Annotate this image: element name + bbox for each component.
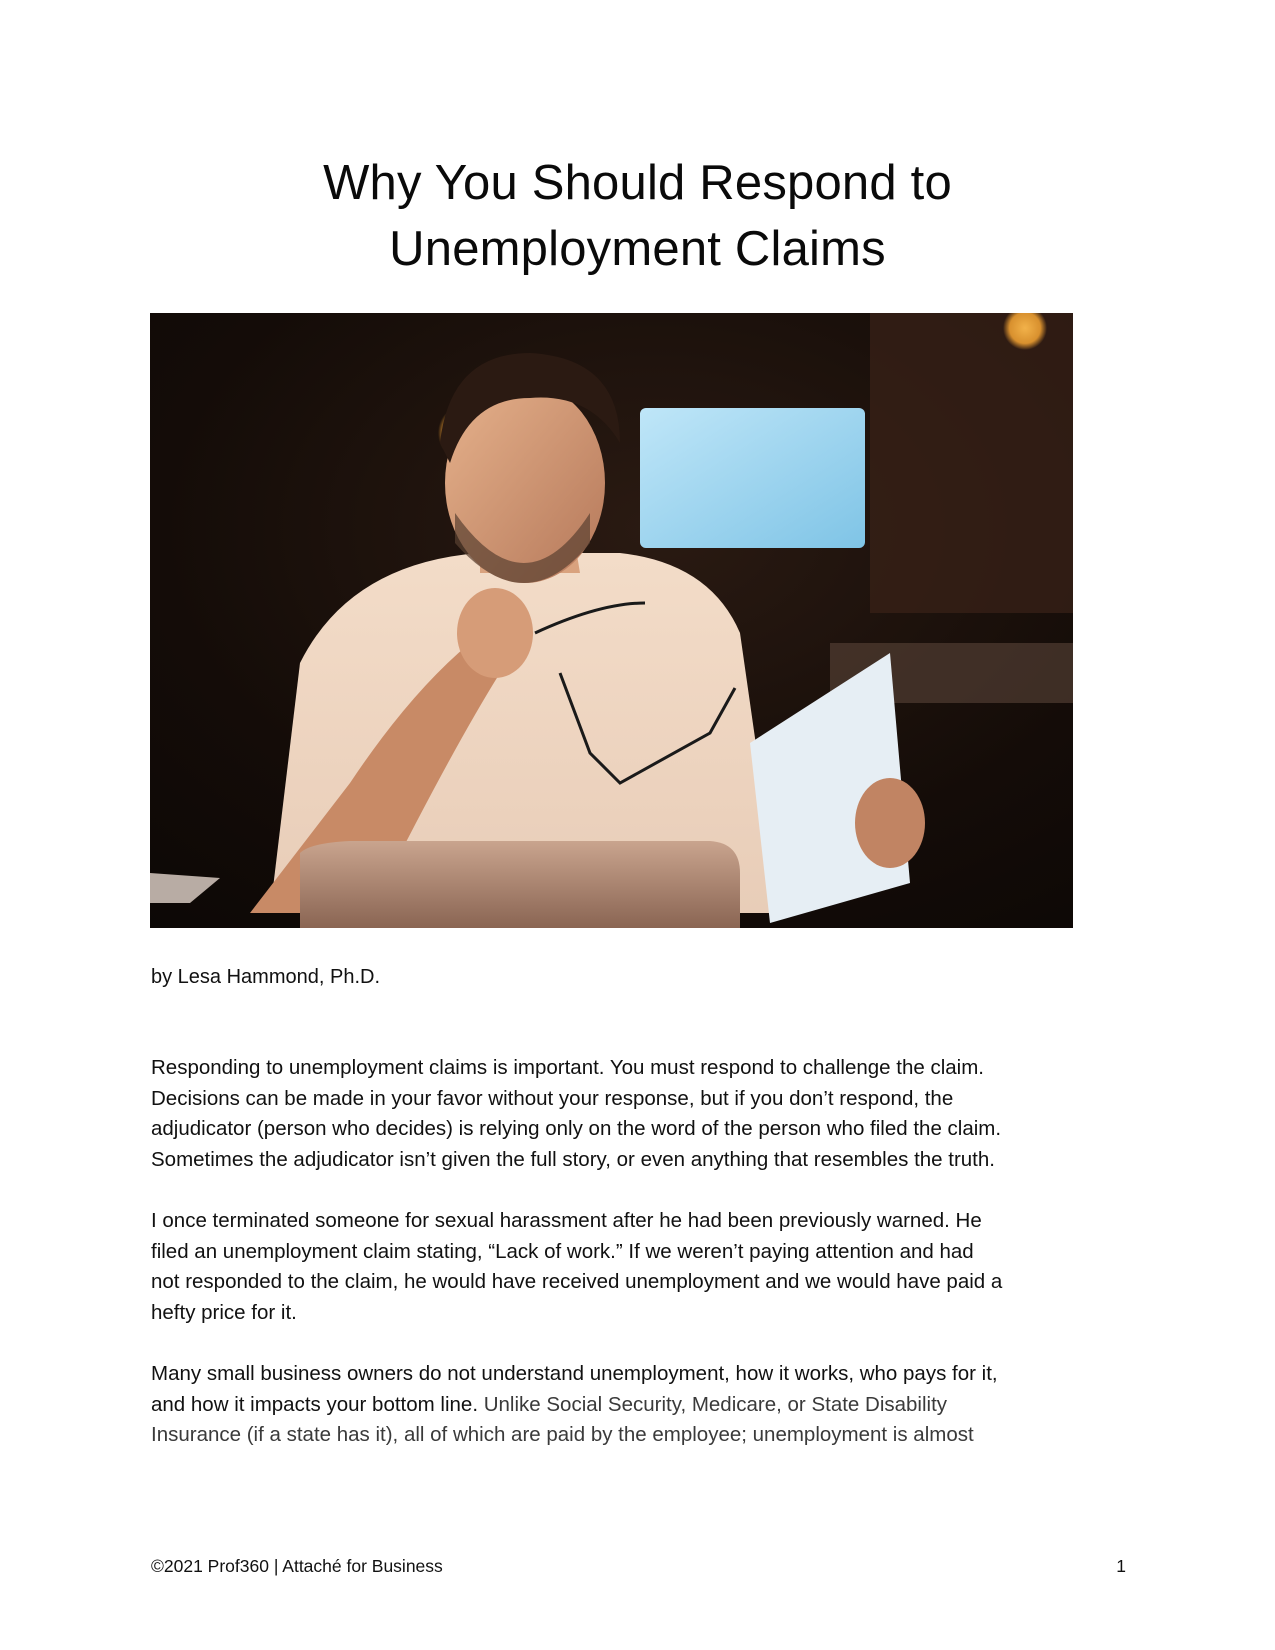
paragraph-line: hefty price for it.: [151, 1300, 297, 1324]
paragraph-line: [151, 1390, 1131, 1421]
footer-copyright: ©2021 Prof360 | Attaché for Business: [151, 1556, 443, 1576]
byline: by Lesa Hammond, Ph.D.: [151, 966, 380, 988]
paragraph-text-quoted: Unlike Social Security, Medicare, or State Disability: [483, 1392, 948, 1416]
title-line-1: Why You Should Respond to: [323, 156, 952, 210]
footer-page-number: 1: [1116, 1556, 1126, 1576]
paragraph-line: I once terminated someone for sexual harassment after he had been previously warned. He: [151, 1209, 982, 1232]
paragraph-1: [151, 1053, 1131, 1175]
paragraph-line: filed an unemployment claim stating, “Lack of work.” If we weren’t paying attention and had: [151, 1239, 974, 1263]
document-title: [0, 150, 1275, 282]
paragraph-3: [151, 1359, 1131, 1451]
paragraph-line: adjudicator (person who decides) is relying only on the word of the person who filed the claim.: [151, 1117, 1002, 1141]
paragraph-line: Many small business owners do not understand unemployment, how it works, who pays for it,: [151, 1362, 998, 1385]
paragraph-line: Responding to unemployment claims is important. You must respond to challenge the claim.: [151, 1056, 984, 1079]
paragraph-line: Decisions can be made in your favor without your response, but if you don’t respond, the: [151, 1086, 954, 1110]
paragraph-2: [151, 1206, 1131, 1328]
paragraph-text: and how it impacts your bottom line.: [151, 1392, 484, 1416]
title-line-2: Unemployment Claims: [389, 222, 886, 276]
paragraph-line: Insurance (if a state has it), all of which are paid by the employee; unemployment is almost: [151, 1423, 974, 1447]
paragraph-line: Sometimes the adjudicator isn’t given the full story, or even anything that resembles the truth.: [151, 1147, 995, 1171]
paragraph-line: not responded to the claim, he would have received unemployment and we would have paid a: [151, 1270, 1003, 1294]
photo-image-icon: [150, 313, 1073, 928]
hero-photo: [150, 313, 1073, 928]
